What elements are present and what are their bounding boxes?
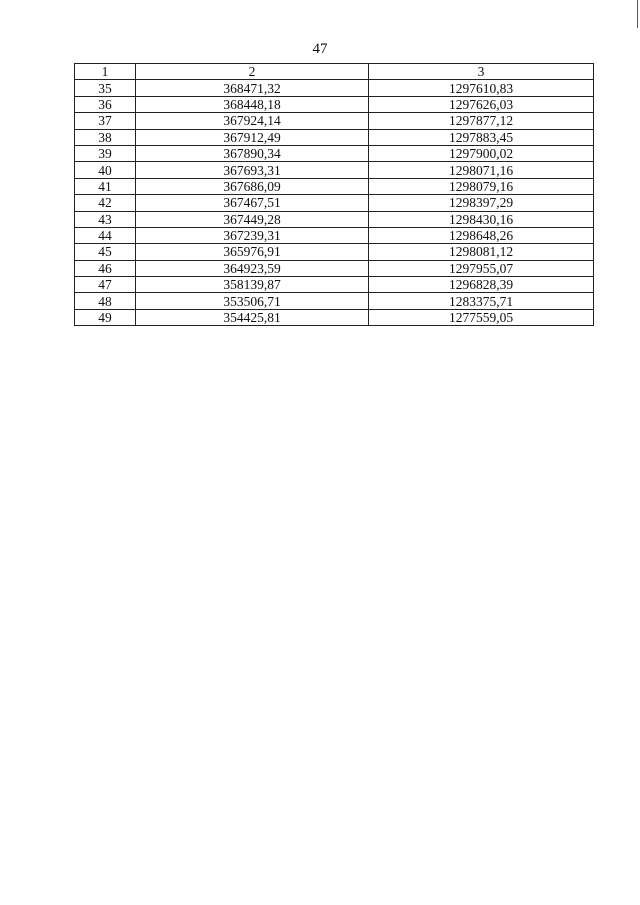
point-number-cell: 47 (75, 277, 136, 293)
column-header-point: 1 (75, 64, 136, 80)
table-row (75, 211, 594, 227)
x-coordinate-cell: 367912,49 (136, 129, 369, 145)
coordinates-table (74, 63, 594, 326)
x-coordinate-cell: 358139,87 (136, 277, 369, 293)
x-coordinate-cell: 354425,81 (136, 309, 369, 325)
y-coordinate-cell: 1297877,12 (369, 113, 594, 129)
y-coordinate-cell: 1297610,83 (369, 80, 594, 96)
column-header-x: 2 (136, 64, 369, 80)
table-header-row (75, 64, 594, 80)
point-number-cell: 36 (75, 96, 136, 112)
table-row (75, 195, 594, 211)
y-coordinate-cell: 1277559,05 (369, 309, 594, 325)
y-coordinate-cell: 1296828,39 (369, 277, 594, 293)
scan-edge-mark (637, 0, 638, 28)
y-coordinate-cell: 1297955,07 (369, 260, 594, 276)
x-coordinate-cell: 364923,59 (136, 260, 369, 276)
y-coordinate-cell: 1298430,16 (369, 211, 594, 227)
y-coordinate-cell: 1298648,26 (369, 227, 594, 243)
table-row (75, 162, 594, 178)
y-coordinate-cell: 1298081,12 (369, 244, 594, 260)
x-coordinate-cell: 367924,14 (136, 113, 369, 129)
x-coordinate-cell: 365976,91 (136, 244, 369, 260)
table-row (75, 145, 594, 161)
table-row (75, 227, 594, 243)
x-coordinate-cell: 353506,71 (136, 293, 369, 309)
x-coordinate-cell: 368448,18 (136, 96, 369, 112)
x-coordinate-cell: 367890,34 (136, 145, 369, 161)
y-coordinate-cell: 1297626,03 (369, 96, 594, 112)
point-number-cell: 41 (75, 178, 136, 194)
point-number-cell: 40 (75, 162, 136, 178)
table-row (75, 113, 594, 129)
page-number: 47 (312, 41, 328, 57)
x-coordinate-cell: 367449,28 (136, 211, 369, 227)
table-row (75, 260, 594, 276)
table-row (75, 80, 594, 96)
table-row (75, 293, 594, 309)
table-row (75, 178, 594, 194)
x-coordinate-cell: 367686,09 (136, 178, 369, 194)
point-number-cell: 45 (75, 244, 136, 260)
y-coordinate-cell: 1298071,16 (369, 162, 594, 178)
x-coordinate-cell: 367693,31 (136, 162, 369, 178)
y-coordinate-cell: 1298397,29 (369, 195, 594, 211)
column-header-y: 3 (369, 64, 594, 80)
point-number-cell: 42 (75, 195, 136, 211)
point-number-cell: 48 (75, 293, 136, 309)
point-number-cell: 39 (75, 145, 136, 161)
x-coordinate-cell: 367467,51 (136, 195, 369, 211)
y-coordinate-cell: 1297883,45 (369, 129, 594, 145)
y-coordinate-cell: 1283375,71 (369, 293, 594, 309)
point-number-cell: 38 (75, 129, 136, 145)
y-coordinate-cell: 1297900,02 (369, 145, 594, 161)
point-number-cell: 46 (75, 260, 136, 276)
point-number-cell: 37 (75, 113, 136, 129)
table-row (75, 96, 594, 112)
point-number-cell: 49 (75, 309, 136, 325)
x-coordinate-cell: 367239,31 (136, 227, 369, 243)
point-number-cell: 35 (75, 80, 136, 96)
point-number-cell: 44 (75, 227, 136, 243)
table-row (75, 277, 594, 293)
point-number-cell: 43 (75, 211, 136, 227)
x-coordinate-cell: 368471,32 (136, 80, 369, 96)
table-row (75, 244, 594, 260)
table-row (75, 129, 594, 145)
y-coordinate-cell: 1298079,16 (369, 178, 594, 194)
table-row (75, 309, 594, 325)
